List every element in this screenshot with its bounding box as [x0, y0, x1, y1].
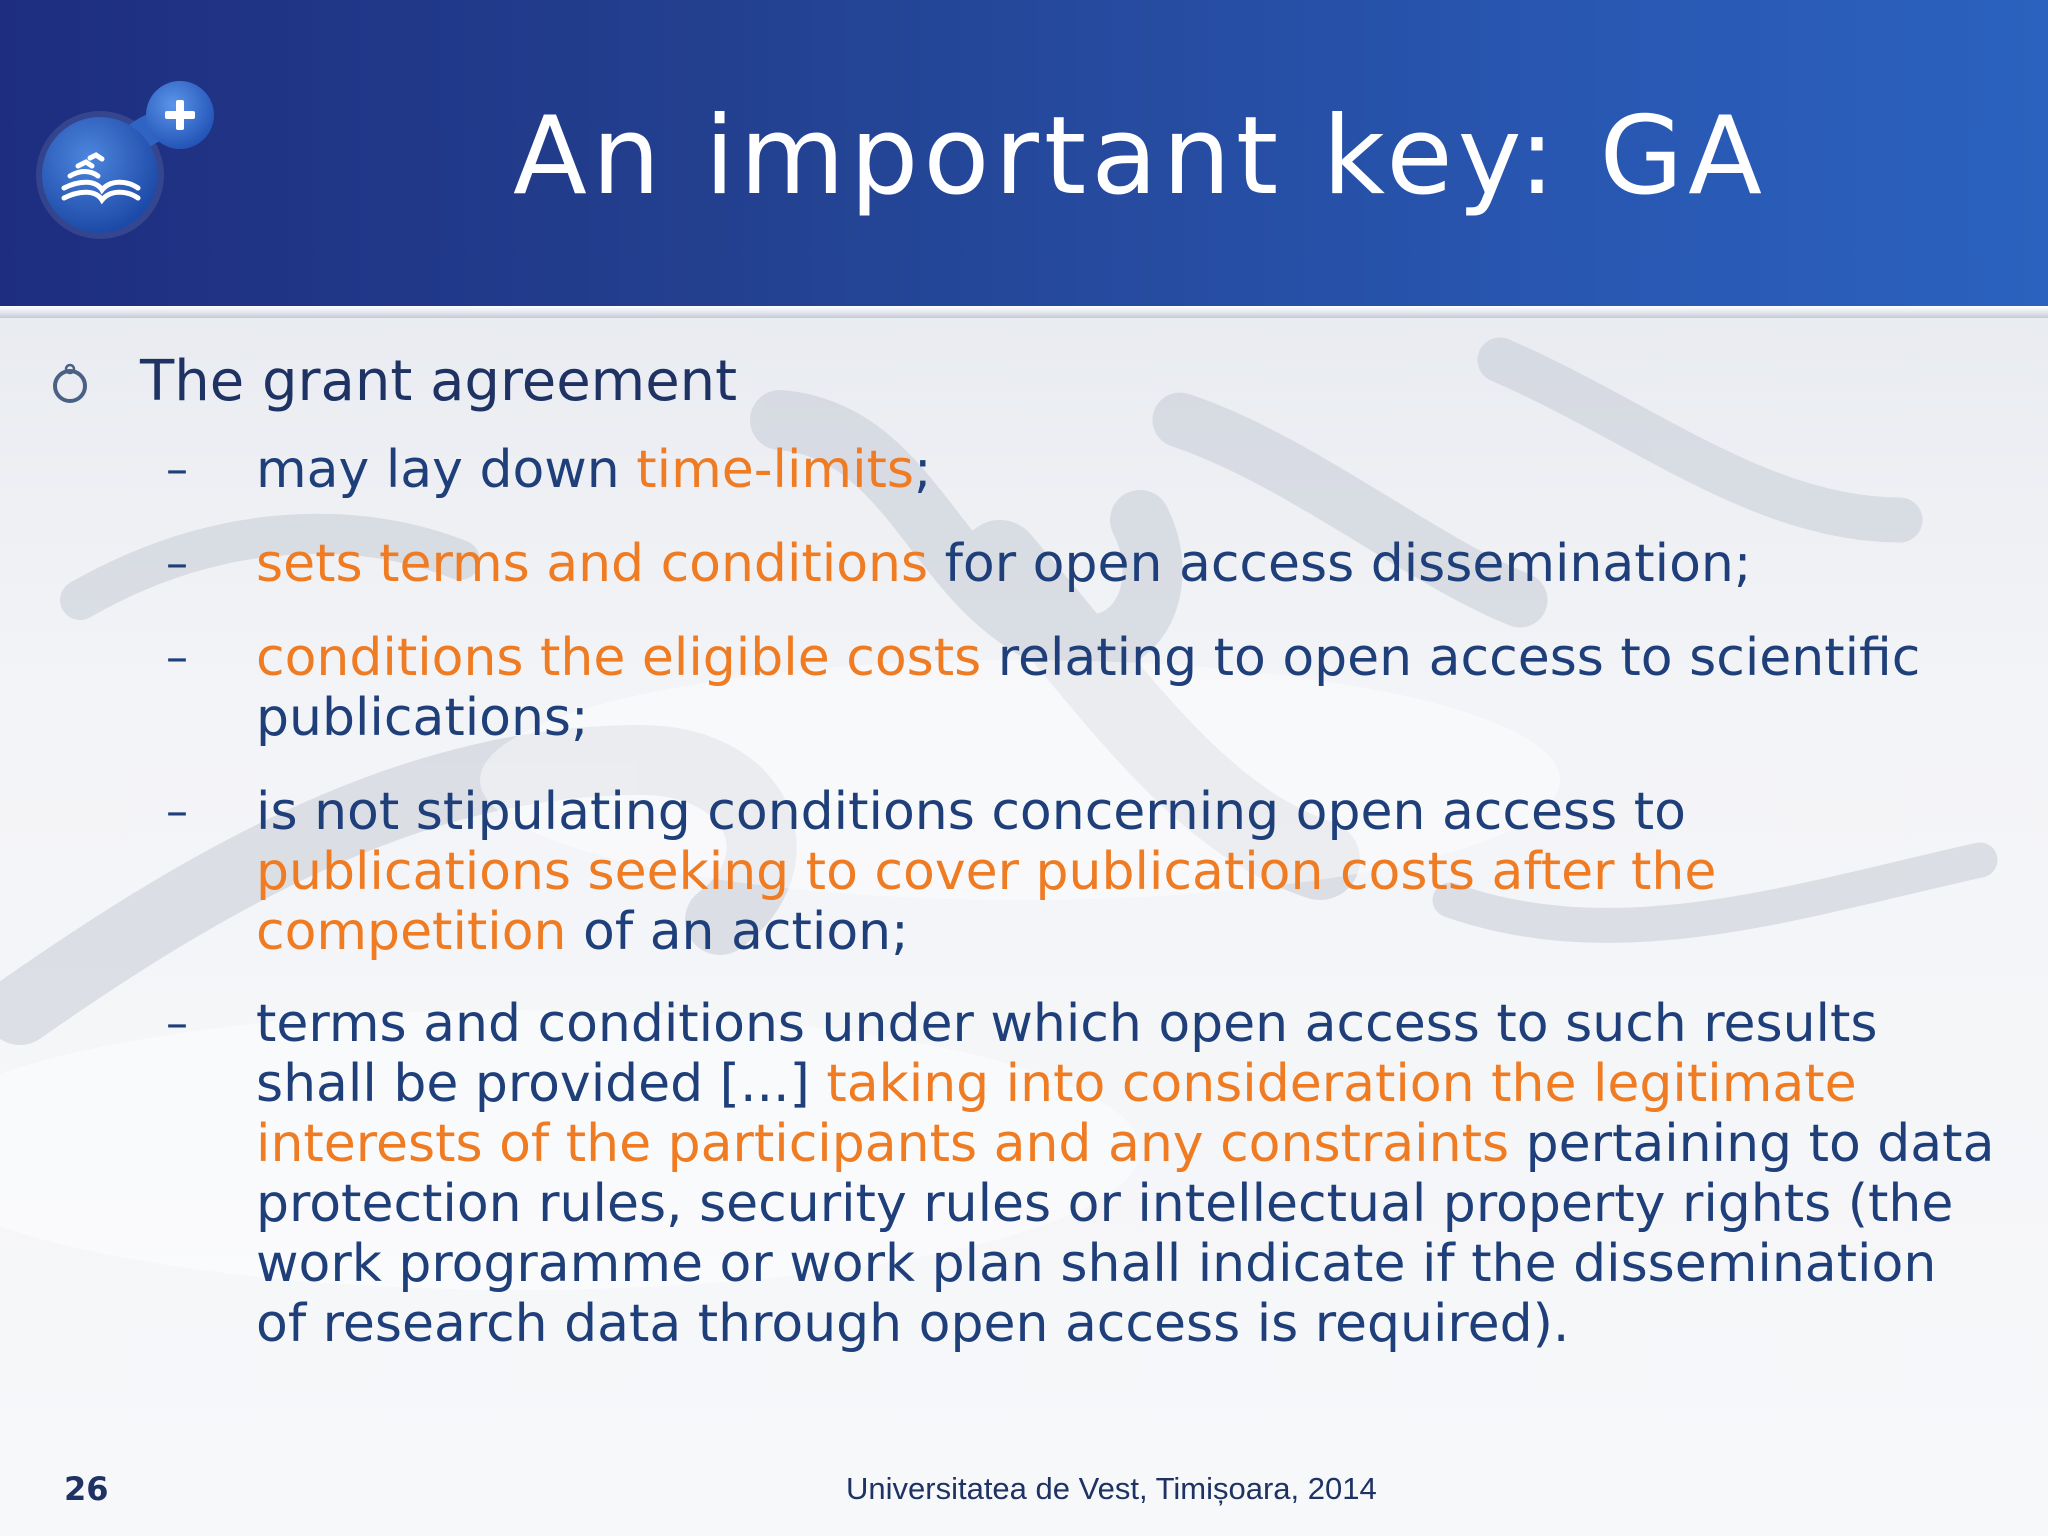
highlighted-text: time-limits	[636, 440, 915, 500]
sub-bullet-item	[256, 994, 1996, 1354]
sub-bullet-item	[256, 628, 1996, 748]
bullet-text: for open access dissemination;	[928, 534, 1752, 594]
level1-bullet-text: The grant agreement	[140, 349, 738, 414]
dash-bullet-icon: –	[166, 538, 188, 589]
bullet-text: is not stipulating conditions concerning open access to	[256, 782, 1686, 842]
bullet-text: ;	[914, 440, 932, 500]
bullet-text: pertaining to data protection rules, security rules or intellectual property rights (the work programme or work plan shall indicate if the dissemination of research data through open access is required).	[256, 1114, 1995, 1354]
sub-bullet-item	[256, 440, 1996, 500]
bullet-text: of an action;	[566, 902, 909, 962]
sub-bullet-item	[256, 782, 1996, 962]
highlighted-text: publications seeking to cover publication costs after the competition	[256, 842, 1717, 962]
bullet-text: terms and conditions under which open access to such results shall be provided [...]	[256, 994, 1878, 1114]
highlighted-text: conditions the eligible costs	[256, 628, 982, 688]
slide-number: 26	[64, 1470, 109, 1508]
title-divider	[0, 306, 2048, 318]
highlighted-text: sets terms and conditions	[256, 534, 929, 594]
university-logo-icon	[30, 70, 230, 250]
dash-bullet-icon: –	[166, 998, 188, 1049]
slide-title: An important key: GA	[512, 94, 1768, 219]
footer-credit: Universitatea de Vest, Timișoara, 2014	[846, 1471, 1377, 1506]
sub-bullet-item	[256, 534, 1996, 594]
dash-bullet-icon: –	[166, 632, 188, 683]
dash-bullet-icon: –	[166, 444, 188, 495]
ring-bullet-icon	[50, 362, 90, 406]
dash-bullet-icon: –	[166, 786, 188, 837]
bullet-text: may lay down	[256, 440, 637, 500]
bullet-text: relating to open access to scientific publications;	[256, 628, 1921, 748]
highlighted-text: taking into consideration the legitimate interests of the participants and any constraints	[256, 1054, 1857, 1174]
